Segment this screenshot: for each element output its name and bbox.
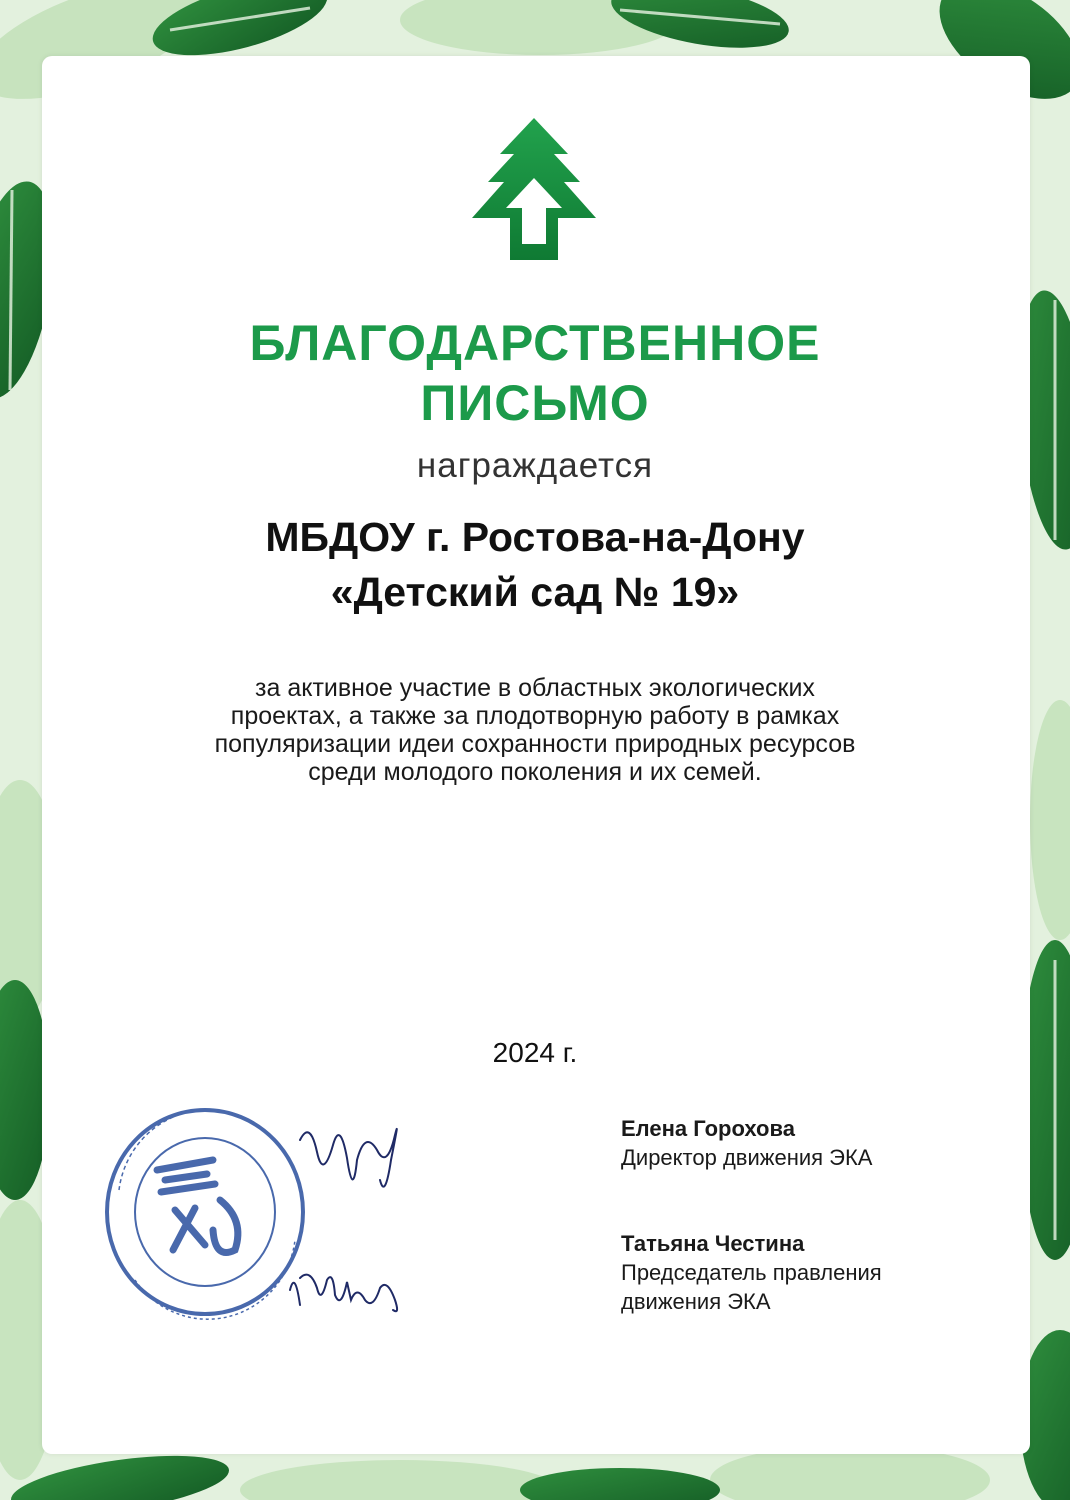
- signatory-name: Елена Горохова: [621, 1116, 795, 1141]
- tree-arrow-icon: [470, 116, 598, 262]
- signature-gorokhova: [300, 1129, 397, 1187]
- organization-stamp: [107, 1110, 303, 1319]
- title-line-2: ПИСЬМО: [420, 375, 650, 431]
- reason-line: проектах, а также за плодотворную работу в рамках: [230, 702, 840, 730]
- stamp-and-signatures: [95, 1100, 415, 1325]
- reason-line: популяризации идеи сохранности природных ресурсов: [214, 730, 856, 758]
- signature-chestina: [290, 1275, 397, 1312]
- signatory-role: Директор движения ЭКА: [621, 1145, 873, 1170]
- signatory-role: Председатель правления: [621, 1260, 882, 1285]
- signatory-name: Татьяна Честина: [621, 1231, 805, 1256]
- signatory-2: [621, 1229, 882, 1316]
- reason-line: за активное участие в областных экологических: [255, 674, 815, 702]
- year: 2024 г.: [492, 1037, 578, 1068]
- signatory-1: [621, 1114, 872, 1172]
- awarded-label: награждается: [416, 446, 654, 485]
- title-line-1: БЛАГОДАРСТВЕННОЕ: [249, 315, 821, 371]
- reason-line: среди молодого поколения и их семей.: [308, 758, 762, 786]
- reason-text: [135, 674, 935, 786]
- signatory-role: движения ЭКА: [621, 1289, 771, 1314]
- organization-line-1: МБДОУ г. Ростова-на-Дону: [265, 514, 805, 560]
- organization-line-2: «Детский сад № 19»: [330, 569, 740, 615]
